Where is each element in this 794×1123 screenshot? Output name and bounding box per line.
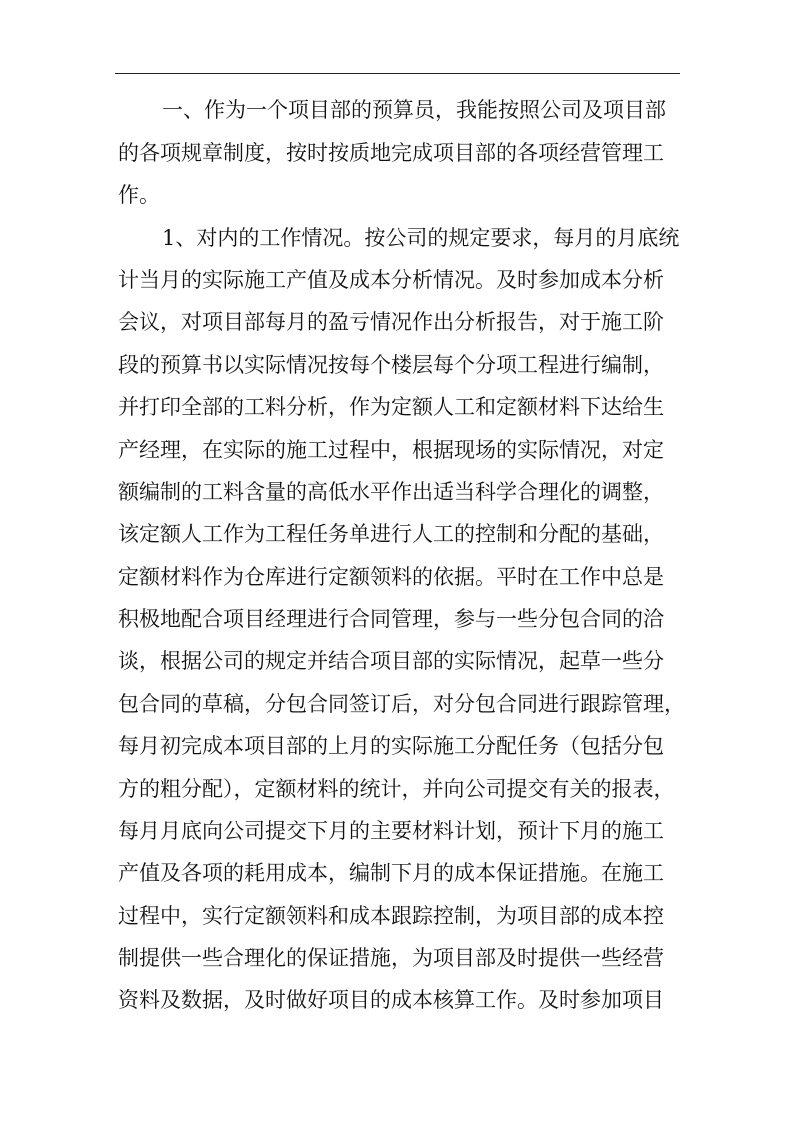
text-line: 额编制的工料含量的高低水平作出适当科学合理化的调整， — [118, 480, 664, 504]
header-rule — [115, 73, 680, 74]
text-line: 段的预算书以实际情况按每个楼层每个分项工程进行编制， — [118, 353, 664, 377]
text-line: 资料及数据，及时做好项目的成本核算工作。及时参加项目 — [118, 988, 664, 1012]
text-line: 1、对内的工作情况。按公司的规定要求，每月的月底统 — [162, 226, 680, 250]
text-line: 方的粗分配），定额材料的统计，并向公司提交有关的报表， — [118, 777, 675, 801]
text-line: 产值及各项的耗用成本，编制下月的成本保证措施。在施工 — [118, 861, 664, 885]
text-line: 会议，对项目部每月的盈亏情况作出分析报告，对于施工阶 — [118, 310, 664, 334]
text-line: 制提供一些合理化的保证措施，为项目部及时提供一些经营 — [118, 946, 664, 970]
text-line: 包合同的草稿，分包合同签订后，对分包合同进行跟踪管理， — [118, 692, 685, 716]
text-line: 一、作为一个项目部的预算员，我能按照公司及项目部 — [162, 98, 666, 122]
text-line: 计当月的实际施工产值及成本分析情况。及时参加成本分析 — [118, 268, 664, 292]
text-line: 产经理，在实际的施工过程中，根据现场的实际情况，对定 — [118, 438, 664, 462]
text-line: 谈，根据公司的规定并结合项目部的实际情况，起草一些分 — [118, 649, 664, 673]
text-line: 作。 — [118, 183, 160, 207]
text-line: 过程中，实行定额领料和成本跟踪控制，为项目部的成本控 — [118, 904, 664, 928]
text-line: 每月初完成本项目部的上月的实际施工分配任务（包括分包 — [118, 734, 664, 758]
text-line: 并打印全部的工料分析，作为定额人工和定额材料下达给生 — [118, 395, 664, 419]
text-line: 定额材料作为仓库进行定额领料的依据。平时在工作中总是 — [118, 565, 664, 589]
text-line: 积极地配合项目经理进行合同管理，参与一些分包合同的洽 — [118, 607, 664, 631]
text-line: 该定额人工作为工程任务单进行人工的控制和分配的基础， — [118, 522, 664, 546]
text-line: 的各项规章制度，按时按质地完成项目部的各项经营管理工 — [118, 141, 664, 165]
text-line: 每月月底向公司提交下月的主要材料计划，预计下月的施工 — [118, 819, 664, 843]
